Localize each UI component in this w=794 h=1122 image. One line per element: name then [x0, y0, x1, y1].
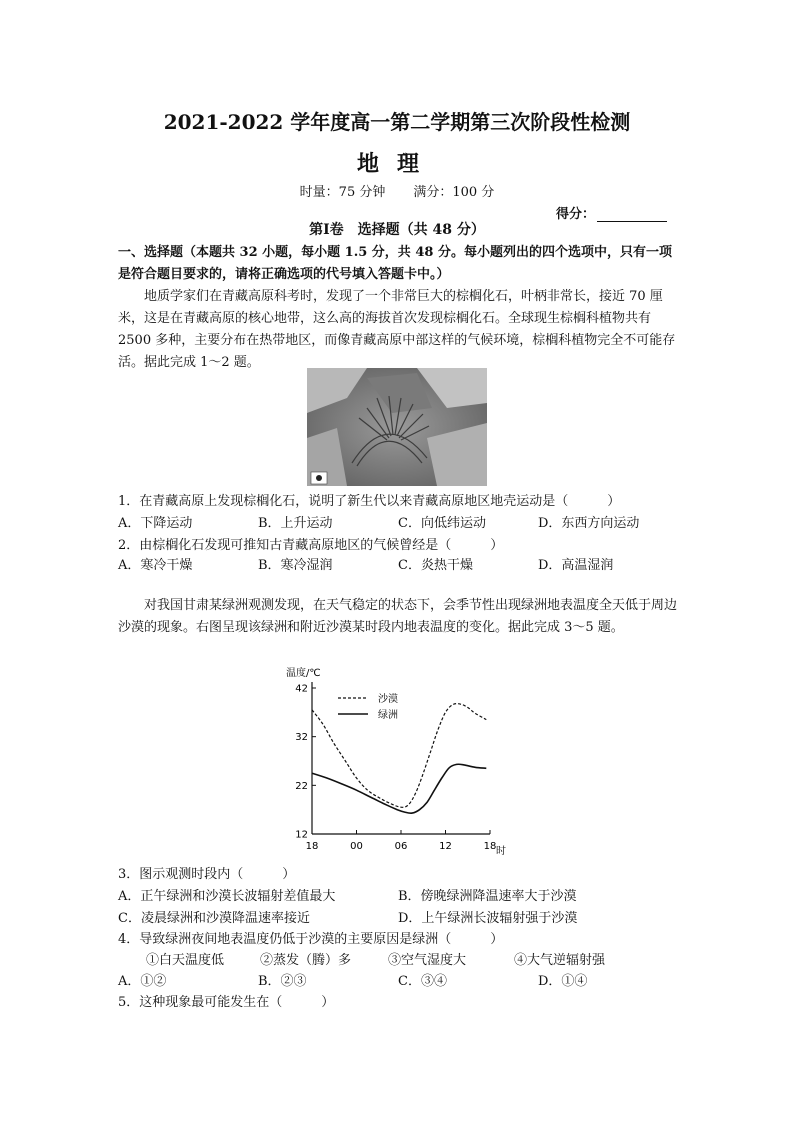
q1-option-d[interactable]: D．东西方向运动 [538, 516, 640, 531]
section-title: 第Ⅰ卷 选择题（共 48 分） [309, 222, 485, 238]
exam-meta [0, 181, 794, 200]
oasis-temperature-line [312, 764, 486, 813]
passage-2: 对我国甘肃某绿洲观测发现，在天气稳定的状态下，会季节性出现绿洲地表温度全天低于周边沙漠的现象。右图呈现该绿洲和附近沙漠某时段内地表温度的变化。据此完成 3～5 题。 [118, 598, 678, 635]
chart-x-tick-label: 00 [350, 841, 363, 852]
q2-options [118, 555, 678, 577]
temperature-chart [278, 664, 518, 860]
q3-options-row2 [118, 908, 678, 930]
exam-time: 时量：75 分钟 [299, 185, 386, 200]
q1-option-b[interactable]: B．上升运动 [258, 516, 333, 531]
q4-options [118, 971, 678, 993]
chart-y-tick-label: 32 [295, 732, 308, 744]
q3-stem: 3．图示观测时段内（ ） [118, 867, 296, 882]
q4-option-d[interactable]: D．①④ [538, 974, 588, 989]
exam-title: 2021-2022 学年度高一第二学期第三次阶段性检测 [163, 110, 631, 134]
q2-option-a[interactable]: A．寒冷干燥 [118, 558, 193, 573]
q4-option-c[interactable]: C．③④ [398, 974, 447, 989]
chart-x-tick-label: 18 [483, 841, 497, 852]
q4-stem: 4．导致绿洲夜间地表温度仍低于沙漠的主要原因是绿洲（ ） [118, 932, 504, 947]
chart-x-tick-label: 18 [305, 841, 319, 852]
q3-option-b[interactable]: B．傍晚绿洲降温速率大于沙漠 [398, 889, 577, 904]
q3-options-row1 [118, 886, 678, 908]
subject-title: 地理 [356, 151, 437, 177]
legend-oasis-label: 绿洲 [378, 710, 398, 721]
q2-option-c[interactable]: C．炎热干燥 [398, 558, 473, 573]
palm-fossil-photo [307, 368, 487, 486]
q1-stem: 1．在青藏高原上发现棕榈化石，说明了新生代以来青藏高原地区地壳运动是（ ） [118, 494, 621, 509]
q3-option-d[interactable]: D．上午绿洲长波辐射强于沙漠 [398, 911, 578, 926]
q2-stem: 2．由棕榈化石发现可推知古青藏高原地区的气候曾经是（ ） [118, 538, 504, 553]
q1-option-c[interactable]: C．向低纬运动 [398, 516, 486, 531]
q4-factor-1: ①白天温度低 [146, 953, 225, 968]
q4-factor-2: ②蒸发（腾）多 [260, 953, 352, 968]
chart-y-tick-label: 42 [295, 683, 308, 695]
q3-option-a[interactable]: A．正午绿洲和沙漠长波辐射差值最大 [118, 889, 336, 904]
chart-x-tick-label: 06 [394, 841, 408, 852]
q5-stem: 5．这种现象最可能发生在（ ） [118, 995, 335, 1010]
q2-option-d[interactable]: D．高温湿润 [538, 558, 614, 573]
q4-factor-3: ③空气湿度大 [388, 953, 467, 968]
passage-1: 地质学家们在青藏高原科考时，发现了一个非常巨大的棕榈化石，叶柄非常长，接近 70 厘米，这是在青藏高原的核心地带，这么高的海拔首次发现棕榈化石。全球现生棕榈科植物共有 2500 多种，主要分布在热带地区，而像青藏高原中部这样的气候环境，棕榈科植物完全不可能存活。据此完成 1～2 题。 [118, 289, 676, 370]
chart-y-tick-label: 22 [295, 780, 308, 792]
q2-option-b[interactable]: B．寒冷湿润 [258, 558, 333, 573]
chart-legend [338, 692, 398, 721]
legend-desert-label: 沙漠 [378, 694, 398, 705]
q4-option-a[interactable]: A．①② [118, 974, 167, 989]
chart-y-tick-label: 12 [295, 829, 308, 841]
q4-factors [146, 950, 678, 972]
q1-option-a[interactable]: A．下降运动 [118, 516, 193, 531]
section-instruction: 一、选择题（本题共 32 小题，每小题 1.5 分，共 48 分。每小题列出的四个选项中，只有一项是符合题目要求的，请将正确选项的代号填入答题卡中。） [118, 245, 672, 282]
q4-option-b[interactable]: B．②③ [258, 974, 307, 989]
q1-options [118, 513, 678, 535]
exam-full-score: 满分：100 分 [413, 185, 495, 200]
chart-x-label: 时 [496, 846, 506, 857]
q4-factor-4: ④大气逆辐射强 [514, 953, 606, 968]
desert-temperature-line [312, 704, 486, 808]
chart-x-tick-label: 12 [439, 841, 452, 852]
chart-y-label: 温度/℃ [286, 668, 321, 679]
q3-option-c[interactable]: C．凌晨绿洲和沙漠降温速率接近 [118, 911, 310, 926]
score-label: 得分： [556, 207, 596, 222]
